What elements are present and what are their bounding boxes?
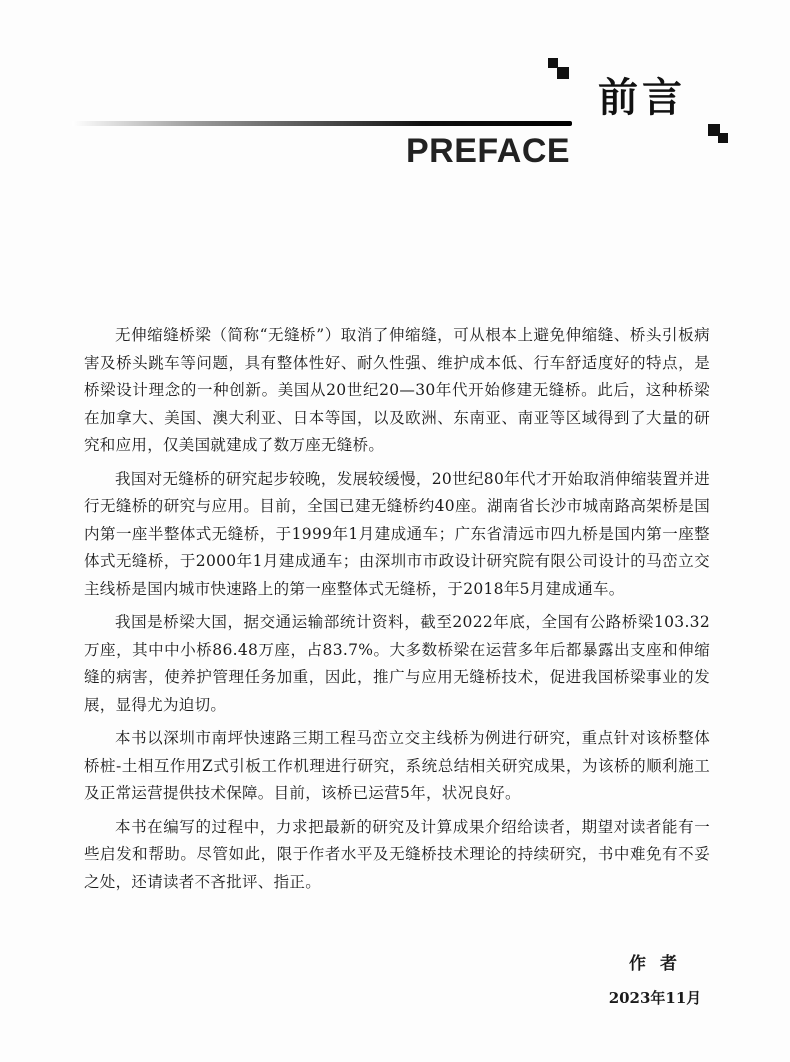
paragraph: 我国对无缝桥的研究起步较晚，发展较缓慢，20世纪80年代才开始取消伸缩装置并进行无缝桥的研究与应用。目前，全国已建无缝桥约40座。湖南省长沙市城南路高架桥是国内第一座半整体式无缝桥，于1999年1月建成通车；广东省清远市四九桥是国内第一座整体式无缝桥，于2000年1月建成通车；由深圳市市政设计研究院有限公司设计的马峦立交主线桥是国内城市快速路上的第一座整体式无缝桥，于2018年5月建成通车。 [84,469,710,598]
decorative-square [557,67,569,79]
page-title-english: PREFACE [406,132,571,170]
paragraph: 本书以深圳市南坪快速路三期工程马峦立交主线桥为例进行研究，重点针对该桥整体桥桩-土相互作用Z式引板工作机理进行研究，系统总结相关研究成果，为该桥的顺利施工及正常运营提供技术保障。目前，该桥已运营5年，状况良好。 [84,729,710,802]
paragraph: 本书在编写的过程中，力求把最新的研究及计算成果介绍给读者，期望对读者能有一些启发和帮助。尽管如此，限于作者水平及无缝桥技术理论的持续研究，书中难免有不妥之处，还请读者不吝批评、指正。 [84,817,710,891]
signature-block [600,950,710,1012]
paragraph: 无伸缩缝桥梁（简称“无缝桥”）取消了伸缩缝，可从根本上避免伸缩缝、桥头引板病害及桥头跳车等问题，具有整体性好、耐久性强、维护成本低、行车舒适度好的特点，是桥梁设计理念的一种创新。美国从20世纪20—30年代开始修建无缝桥。此后，这种桥梁在加拿大、美国、澳大利亚、日本等国，以及欧洲、东南亚、南亚等区域得到了大量的研究和应用，仅美国就建成了数万座无缝桥。 [84,326,710,454]
preface-body [84,322,710,902]
decorative-square [718,133,728,143]
header-rule [72,121,572,126]
paragraph: 我国是桥梁大国，据交通运输部统计资料，截至2022年底，全国有公路桥梁103.32万座，其中中小桥86.48万座，占83.7%。大多数桥梁在运营多年后都暴露出支座和伸缩缝的病害，使养护管理任务加重，因此，推广与应用无缝桥技术，促进我国桥梁事业的发展，显得尤为迫切。 [84,613,710,714]
page-title-chinese: 前言 [598,75,686,121]
date-label: 2023年11月 [608,989,702,1007]
author-label: 作者 [629,954,691,974]
